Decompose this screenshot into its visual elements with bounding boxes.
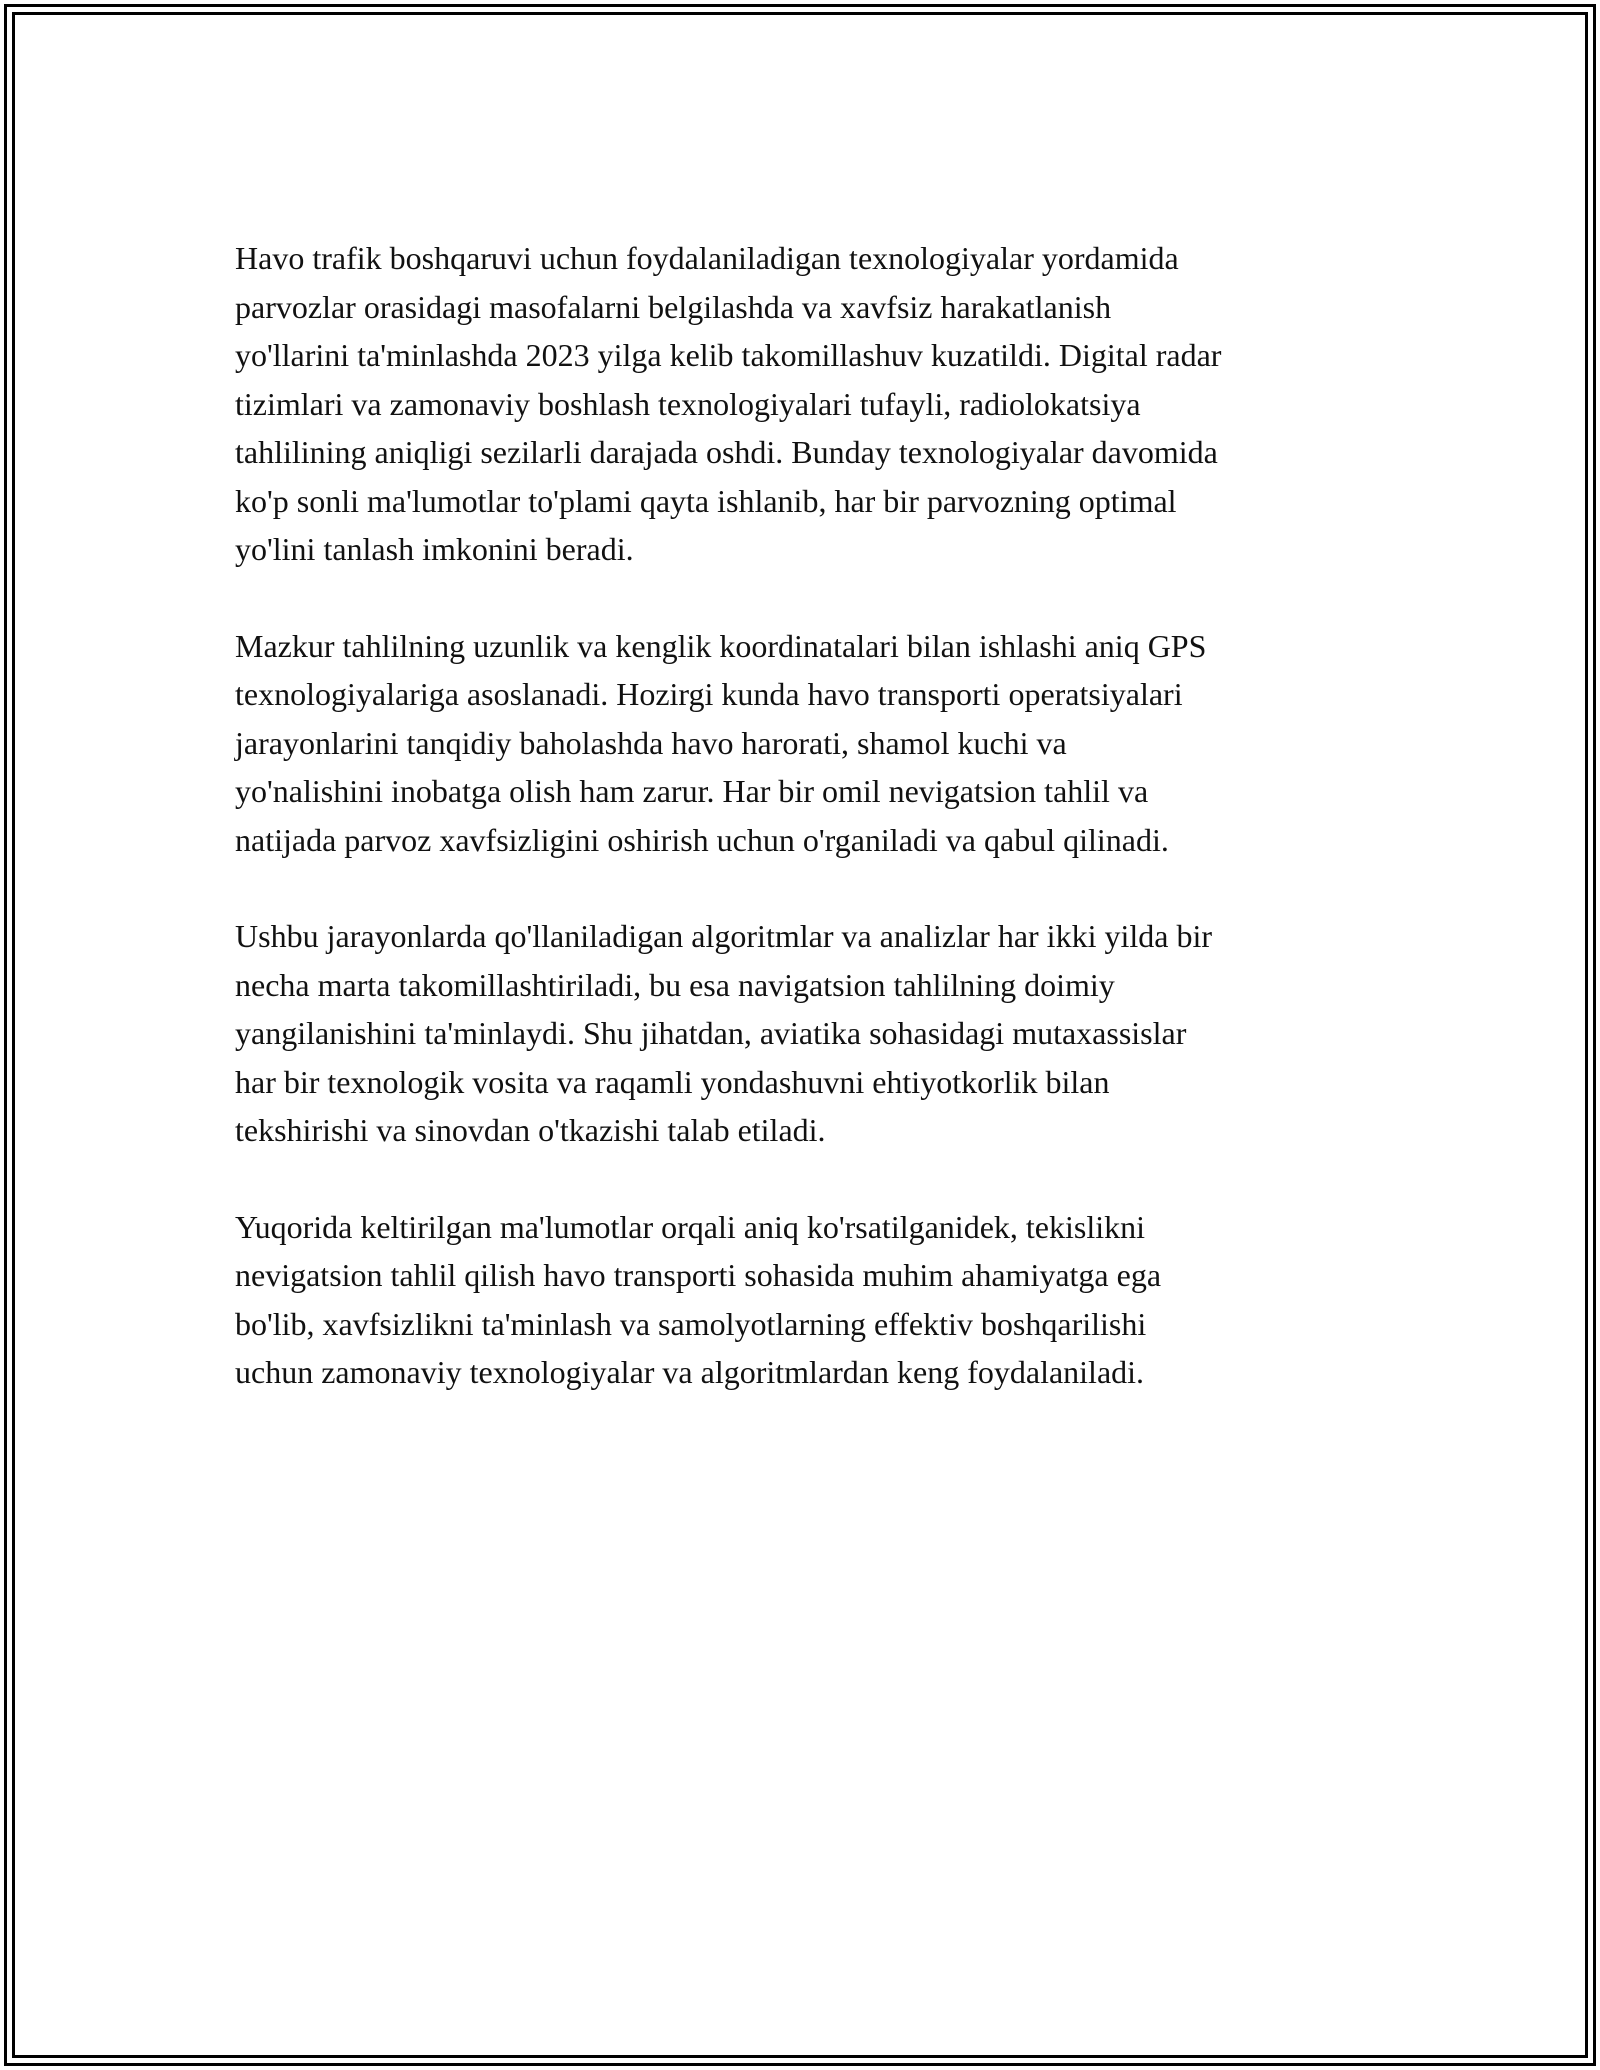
paragraph-4: Yuqorida keltirilgan ma'lumotlar orqali aniq ko'rsatilganidek, tekislikni nevigatsion tahlil qilish havo transporti sohasida muhim ahamiyatga ega bo'lib, xavfsizlikni ta'minlash va samolyotlarning effektiv boshqarilishi uchun zamonaviy texnologiyalar va algoritmlardan keng foydalaniladi. bbox=[235, 1208, 1162, 1390]
paragraph-1: Havo trafik boshqaruvi uchun foydalaniladigan texnologiyalar yordamida parvozlar orasidagi masofalarni belgilashda va xavfsiz harakatlanish yo'llarini ta'minlashda 2023 yilga kelib takomillashuv kuzatildi. Digital radar tizimlari va zamonaviy boshlash texnologiyalari tufayli, radiolokatsiya tahlilining aniqligi sezilarli darajada oshdi. Bunday texnologiyalar davomida ko'p sonli ma'lumotlar to'plami qayta ishlanib, har bir parvozning optimal yo'lini tanlash imkonini beradi. bbox=[235, 240, 1222, 567]
paragraph-2: Mazkur tahlilning uzunlik va kenglik koordinatalari bilan ishlashi aniq GPS texnologiyalariga asoslanadi. Hozirgi kunda havo transporti operatsiyalari jarayonlarini tanqidiy baholashda havo harorati, shamol kuchi va yo'nalishini inobatga olish ham zarur. Har bir omil nevigatsion tahlil va natijada parvoz xavfsizligini oshirish uchun o'rganiladi va qabul qilinadi. bbox=[235, 627, 1207, 858]
document-body bbox=[235, 234, 1375, 1445]
paragraph-3: Ushbu jarayonlarda qo'llaniladigan algoritmlar va analizlar har ikki yilda bir necha marta takomillashtiriladi, bu esa navigatsion tahlilning doimiy yangilanishini ta'minlaydi. Shu jihatdan, aviatika sohasidagi mutaxassislar har bir texnologik vosita va raqamli yondashuvni ehtiyotkorlik bilan tekshirishi va sinovdan o'tkazishi talab etiladi. bbox=[235, 918, 1212, 1148]
